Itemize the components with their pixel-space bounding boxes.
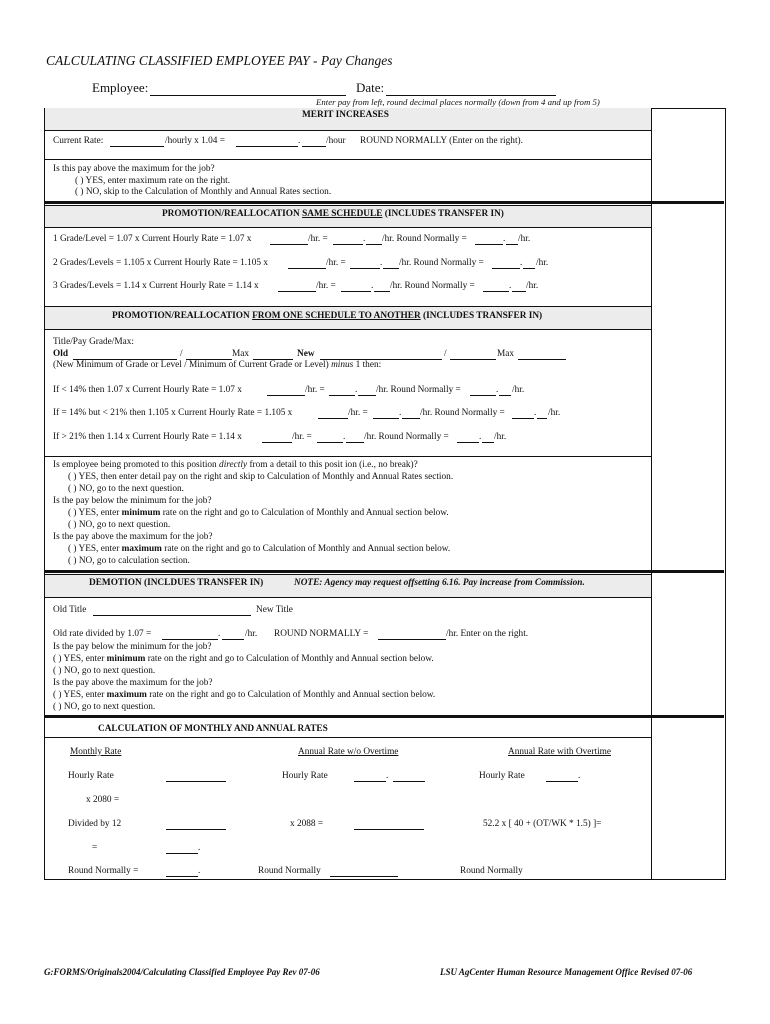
promo-same-row1-rate[interactable] xyxy=(270,244,308,245)
page-title: CALCULATING CLASSIFIED EMPLOYEE PAY - Pay Changes xyxy=(46,53,393,68)
demotion-enter-right: /hr. Enter on the right. xyxy=(446,629,529,639)
promo-same-row3-round: /hr. Round Normally = xyxy=(390,281,475,291)
ot-hourly-field[interactable] xyxy=(546,781,578,782)
min-ratio-note: (New Minimum of Grade or Level / Minimum of Current Grade or Level) minus 1 then: xyxy=(53,360,382,370)
divided-by-12-label: Divided by 12 xyxy=(68,819,122,829)
old-rate-field[interactable] xyxy=(162,639,218,640)
promo-diff-row1-rate[interactable] xyxy=(267,395,305,396)
promo-diff-row2-decimal[interactable] xyxy=(402,418,420,419)
promo-same-row1-round: /hr. Round Normally = xyxy=(382,234,467,244)
monthly-round-field[interactable] xyxy=(166,876,198,877)
promo-diff-row1-eq: /hr. = xyxy=(305,385,325,395)
ot-formula: 52.2 x [ 40 + (OT/WK * 1.5) ]= xyxy=(483,819,602,829)
demotion-above-max-yes[interactable]: ( ) YES, enter maximum rate on the right and go to Calculation of Monthly and Annual section below. xyxy=(53,690,436,700)
promo-same-row1-rounded-dec[interactable] xyxy=(506,244,518,245)
demotion-below-min-no[interactable]: ( ) NO, go to next question. xyxy=(53,666,156,676)
employee-field[interactable] xyxy=(150,95,346,96)
promo-diff-row2: If = 14% but < 21% then 1.105 x Current Hourly Rate = 1.105 x xyxy=(53,408,293,418)
promo-same-row2-rate[interactable] xyxy=(288,268,326,269)
above-max-yes-option[interactable]: ( ) YES, enter maximum rate on the right and go to Calculation of Monthly and Annual section below. xyxy=(68,544,451,554)
x2080-label: x 2080 = xyxy=(86,795,120,805)
demotion-note: NOTE: Agency may request offsetting 6.16. Pay increase from Commission. xyxy=(294,578,585,588)
promo-diff-row1-end: /hr. xyxy=(512,385,525,395)
promo-diff-row3-end: /hr. xyxy=(494,432,507,442)
merit-question: Is this pay above the maximum for the job? xyxy=(53,164,215,174)
employee-label: Employee: xyxy=(92,80,149,95)
footer-right: LSU AgCenter Human Resource Management Office Revised 07-06 xyxy=(440,967,693,977)
promo-same-row3-rounded-dec[interactable] xyxy=(512,291,526,292)
new-grade-field[interactable] xyxy=(450,359,496,360)
instruction-text: Enter pay from left, round decimal places normally (down from 4 and up from 5) xyxy=(316,97,600,107)
demotion-rounded-field[interactable] xyxy=(378,639,446,640)
promo-diff-row3-eq: /hr. = xyxy=(292,432,312,442)
promo-same-row1-decimal[interactable] xyxy=(366,244,382,245)
x2088-field[interactable] xyxy=(354,829,424,830)
promo-same-row1-eq: /hr. = xyxy=(308,234,328,244)
demotion-round-label: ROUND NORMALLY = xyxy=(274,629,369,639)
promo-diff-row2-result[interactable] xyxy=(373,418,399,419)
promo-same-row1-result[interactable] xyxy=(333,244,363,245)
promo-same-row3-end: /hr. xyxy=(526,281,539,291)
old-max-label: Max xyxy=(232,349,250,359)
merit-yes-option[interactable]: ( ) YES, enter maximum rate on the right. xyxy=(75,176,231,186)
merit-round-note: ROUND NORMALLY (Enter on the right). xyxy=(360,136,523,146)
detail-yes-option[interactable]: ( ) YES, then enter detail pay on the right and skip to Calculation of Monthly and Annual Rates section. xyxy=(68,472,454,482)
promo-same-row2-round: /hr. Round Normally = xyxy=(399,258,484,268)
promo-diff-row1-result[interactable] xyxy=(329,395,355,396)
annual-hourly-field[interactable] xyxy=(354,781,386,782)
promo-diff-row2-rate[interactable] xyxy=(318,418,348,419)
promo-same-row1: 1 Grade/Level = 1.07 x Current Hourly Rate = 1.07 x xyxy=(53,234,252,244)
monthly-hourly-label: Hourly Rate xyxy=(68,771,114,781)
footer-left: G:FORMS/Originals2004/Calculating Classified Employee Pay Rev 07-06 xyxy=(44,967,320,977)
promo-same-row3: 3 Grades/Levels = 1.14 x Current Hourly Rate = 1.14 x xyxy=(53,281,259,291)
promo-same-row2-rounded-dec[interactable] xyxy=(523,268,535,269)
divided-by-12-field[interactable] xyxy=(166,829,226,830)
calc-heading: CALCULATION OF MONTHLY AND ANNUAL RATES xyxy=(98,724,328,734)
promo-diff-row2-rounded[interactable] xyxy=(512,418,534,419)
promo-diff-row1: If < 14% then 1.07 x Current Hourly Rate = 1.07 x xyxy=(53,385,242,395)
promo-diff-row1-rounded[interactable] xyxy=(470,395,496,396)
promo-same-row3-rounded[interactable] xyxy=(483,291,509,292)
annual-with-ot-col: Annual Rate with Overtime xyxy=(508,747,612,757)
above-max-question: Is the pay above the maximum for the job? xyxy=(53,532,213,542)
x2088-label: x 2088 = xyxy=(290,819,324,829)
promo-same-row2-eq: /hr. = xyxy=(326,258,346,268)
promo-same-row1-rounded[interactable] xyxy=(475,244,503,245)
new-max-field[interactable] xyxy=(518,359,566,360)
promo-same-row1-end: /hr. xyxy=(518,234,531,244)
merit-result-field[interactable] xyxy=(236,146,298,147)
promo-same-row2-end: /hr. xyxy=(536,258,549,268)
promo-diff-row2-rounded-dec[interactable] xyxy=(537,418,547,419)
merit-decimal-field[interactable] xyxy=(302,146,326,147)
promo-diff-row2-eq: /hr. = xyxy=(348,408,368,418)
promo-same-row3-result[interactable] xyxy=(341,291,371,292)
promo-diff-row2-end: /hr. xyxy=(548,408,561,418)
monthly-hourly-field[interactable] xyxy=(166,781,226,782)
promo-diff-row3-decimal[interactable] xyxy=(346,442,364,443)
below-min-question: Is the pay below the minimum for the job? xyxy=(53,496,212,506)
current-rate-label: Current Rate: xyxy=(53,136,104,146)
ot-hourly-label: Hourly Rate xyxy=(479,771,525,781)
promo-same-row2-result[interactable] xyxy=(350,268,380,269)
demotion-old-title-field[interactable] xyxy=(93,615,251,616)
equals-label: = xyxy=(92,843,98,853)
promo-diff-row3-round: /hr. Round Normally = xyxy=(364,432,449,442)
demotion-above-max-no[interactable]: ( ) NO, go to next question. xyxy=(53,702,156,712)
title-pay-grade-label: Title/Pay Grade/Max: xyxy=(53,337,134,347)
promo-same-row2: 2 Grades/Levels = 1.105 x Current Hourly Rate = 1.105 x xyxy=(53,258,268,268)
below-min-yes-option[interactable]: ( ) YES, enter minimum rate on the right and go to Calculation of Monthly and Annual section below. xyxy=(68,508,449,518)
promo-same-row2-rounded[interactable] xyxy=(492,268,520,269)
promo-diff-row3-rounded[interactable] xyxy=(457,442,479,443)
promo-same-row3-decimal[interactable] xyxy=(374,291,390,292)
old-rate-label: Old rate divided by 1.07 = xyxy=(53,629,152,639)
page: CALCULATING CLASSIFIED EMPLOYEE PAY - Pay Changes Employee: Date: Enter pay from left, round decimal places normally (down from 4 and up from 5) MERIT INCREASES Current Rate: /hourly x 1.04 = . /hour ROUND NORMALLY (Enter on the right). Is this pay above the maximum for the job? ( ) YES, enter maximum rate on the right. ( ) NO, skip to the Calculation of Monthly and Annual Rates section. PROMOTION/REALLOCATION SAME SCHEDULE (INCLUDES TRANSFER IN) 1 Grade/Level = 1.07 x Current Hourly Rate = 1.07 x /hr. = . /hr. Round Normally = . /hr. 2 Grades/Levels = 1.105 x Current Hourly Rate = 1.105 x /hr. = . /hr. Round Normally = . /hr. 3 Grades/Levels = 1.14 x Current Hourly Rate = 1.14 x /hr. = . /hr. Round Normally = . /hr. PROMOTION/REALLOCATION FROM ONE SCHEDULE TO ANOTHER (INCLUDES TRANSFER IN) Title/Pay Grade/Max: Old / Max New / Max (New Minimum of Grade or Level / Minimum of Current Grade or Level) minus 1 then: If < 14% then 1.07 x Current Hourly Rate = 1.07 x /hr. = . /hr. Round Normally = . /hr. If = 14% but < 21% then 1.105 x Current Hourly Rate = 1.105 x /hr. = . /hr. Round Normally = . /hr. If > 21% then 1.14 x Current Hourly Rate = 1.14 x /hr. = . /hr. Round Normally = . /hr. Is employee being promoted to this position directly from a detail to this posit ion (i.e., no break)? ( ) YES, then enter detail pay on the right and skip to Calculation of Monthly and Annual Rates section. ( ) NO, go to the next question. Is the pay below the minimum for the job? ( ) YES, enter minimum rate on the right and go to Calculation of Monthly and Annual section below. ( ) NO, go to next question. Is the pay above the maximum for the job? ( ) YES, enter maximum rate on the right and go to Calculation of Monthly and Annual section below. ( ) NO, go to calculation section. DEMOTION (INCLDUES TRANSFER IN) NOTE: Agency may request offsetting 6.16. Pay increase from Commission. Old Title New Title Old rate divided by 1.07 = . /hr. ROUND NORMALLY = /hr. Enter on the right. Is the pay below the minimum for the job? ( ) YES, enter minimum rate on the right and go to Calculation of Monthly and Annual section below. ( ) NO, go to next question. Is the pay above the maximum for the job? ( ) YES, enter maximum rate on the right and go to Calculation of Monthly and Annual section below. ( ) NO, go to next question. CALCULATION OF MONTHLY AND ANNUAL RATES Monthly Rate Annual Rate w/o Overtime Annual Rate with Overtime Hourly Rate Hourly Rate . Hourly Rate . x 2080 = Divided by 12 x 2088 = 52.2 x [ 40 + (OT/WK * 1.5) ]= = . Round Normally = . Round Normally Round Normally G:FORMS/Originals2004/Calculating Classified Employee Pay Rev 07-06 LSU AgCenter Human Resource Management Office Revised 07-06 xyxy=(0,0,770,1024)
date-label: Date: xyxy=(356,80,385,95)
promo-same-row3-rate[interactable] xyxy=(278,291,316,292)
promo-diff-row2-round: /hr. Round Normally = xyxy=(420,408,505,418)
detail-no-option[interactable]: ( ) NO, go to the next question. xyxy=(68,484,184,494)
detail-question: Is employee being promoted to this position directly from a detail to this posit ion (i.e., no break)? xyxy=(53,460,418,470)
promo-diff-row1-rounded-dec[interactable] xyxy=(499,395,511,396)
promo-same-row2-decimal[interactable] xyxy=(383,268,399,269)
old-label: Old xyxy=(53,349,68,359)
annual-hourly-label: Hourly Rate xyxy=(282,771,328,781)
ot-round-normally: Round Normally xyxy=(460,866,523,876)
merit-hourly-mult: /hourly x 1.04 = xyxy=(165,136,225,146)
annual-no-ot-col: Annual Rate w/o Overtime xyxy=(298,747,399,757)
right-column-divider xyxy=(651,108,652,879)
monthly-rate-col: Monthly Rate xyxy=(70,747,122,757)
demotion-below-min-question: Is the pay below the minimum for the job? xyxy=(53,642,212,652)
demotion-above-max-question: Is the pay above the maximum for the job? xyxy=(53,678,213,688)
promo-same-row3-eq: /hr. = xyxy=(316,281,336,291)
promo-diff-row3: If > 21% then 1.14 x Current Hourly Rate = 1.14 x xyxy=(53,432,242,442)
new-max-label: Max xyxy=(497,349,515,359)
merit-heading: MERIT INCREASES xyxy=(302,110,389,120)
merit-no-option[interactable]: ( ) NO, skip to the Calculation of Monthly and Annual Rates section. xyxy=(75,187,332,197)
promo-diff-row1-decimal[interactable] xyxy=(358,395,376,396)
promo-same-heading: PROMOTION/REALLOCATION SAME SCHEDULE (INCLUDES TRANSFER IN) xyxy=(162,209,504,219)
new-label: New xyxy=(297,349,315,359)
old-rate-decimal[interactable] xyxy=(222,639,244,640)
demotion-heading: DEMOTION (INCLDUES TRANSFER IN) xyxy=(89,578,264,588)
annual-round-field[interactable] xyxy=(330,876,398,877)
annual-hourly-decimal[interactable] xyxy=(393,781,425,782)
annual-round-normally: Round Normally xyxy=(258,866,321,876)
new-title-label: New Title xyxy=(256,605,293,615)
date-field[interactable] xyxy=(386,95,556,96)
above-max-no-option[interactable]: ( ) NO, go to calculation section. xyxy=(68,556,190,566)
old-rate-hr: /hr. xyxy=(245,629,258,639)
current-rate-field[interactable] xyxy=(110,146,164,147)
promo-diff-row3-rounded-dec[interactable] xyxy=(482,442,494,443)
old-title-label: Old Title xyxy=(53,605,87,615)
demotion-below-min-yes[interactable]: ( ) YES, enter minimum rate on the right and go to Calculation of Monthly and Annual section below. xyxy=(53,654,434,664)
promo-diff-row1-round: /hr. Round Normally = xyxy=(376,385,461,395)
monthly-round-normally: Round Normally = xyxy=(68,866,139,876)
promo-diff-row3-rate[interactable] xyxy=(262,442,292,443)
below-min-no-option[interactable]: ( ) NO, go to next question. xyxy=(68,520,171,530)
promo-diff-heading: PROMOTION/REALLOCATION FROM ONE SCHEDULE TO ANOTHER (INCLUDES TRANSFER IN) xyxy=(112,311,543,321)
monthly-equals-field[interactable] xyxy=(166,853,198,854)
promo-diff-row3-result[interactable] xyxy=(317,442,343,443)
merit-hour-suffix: /hour xyxy=(326,136,346,146)
